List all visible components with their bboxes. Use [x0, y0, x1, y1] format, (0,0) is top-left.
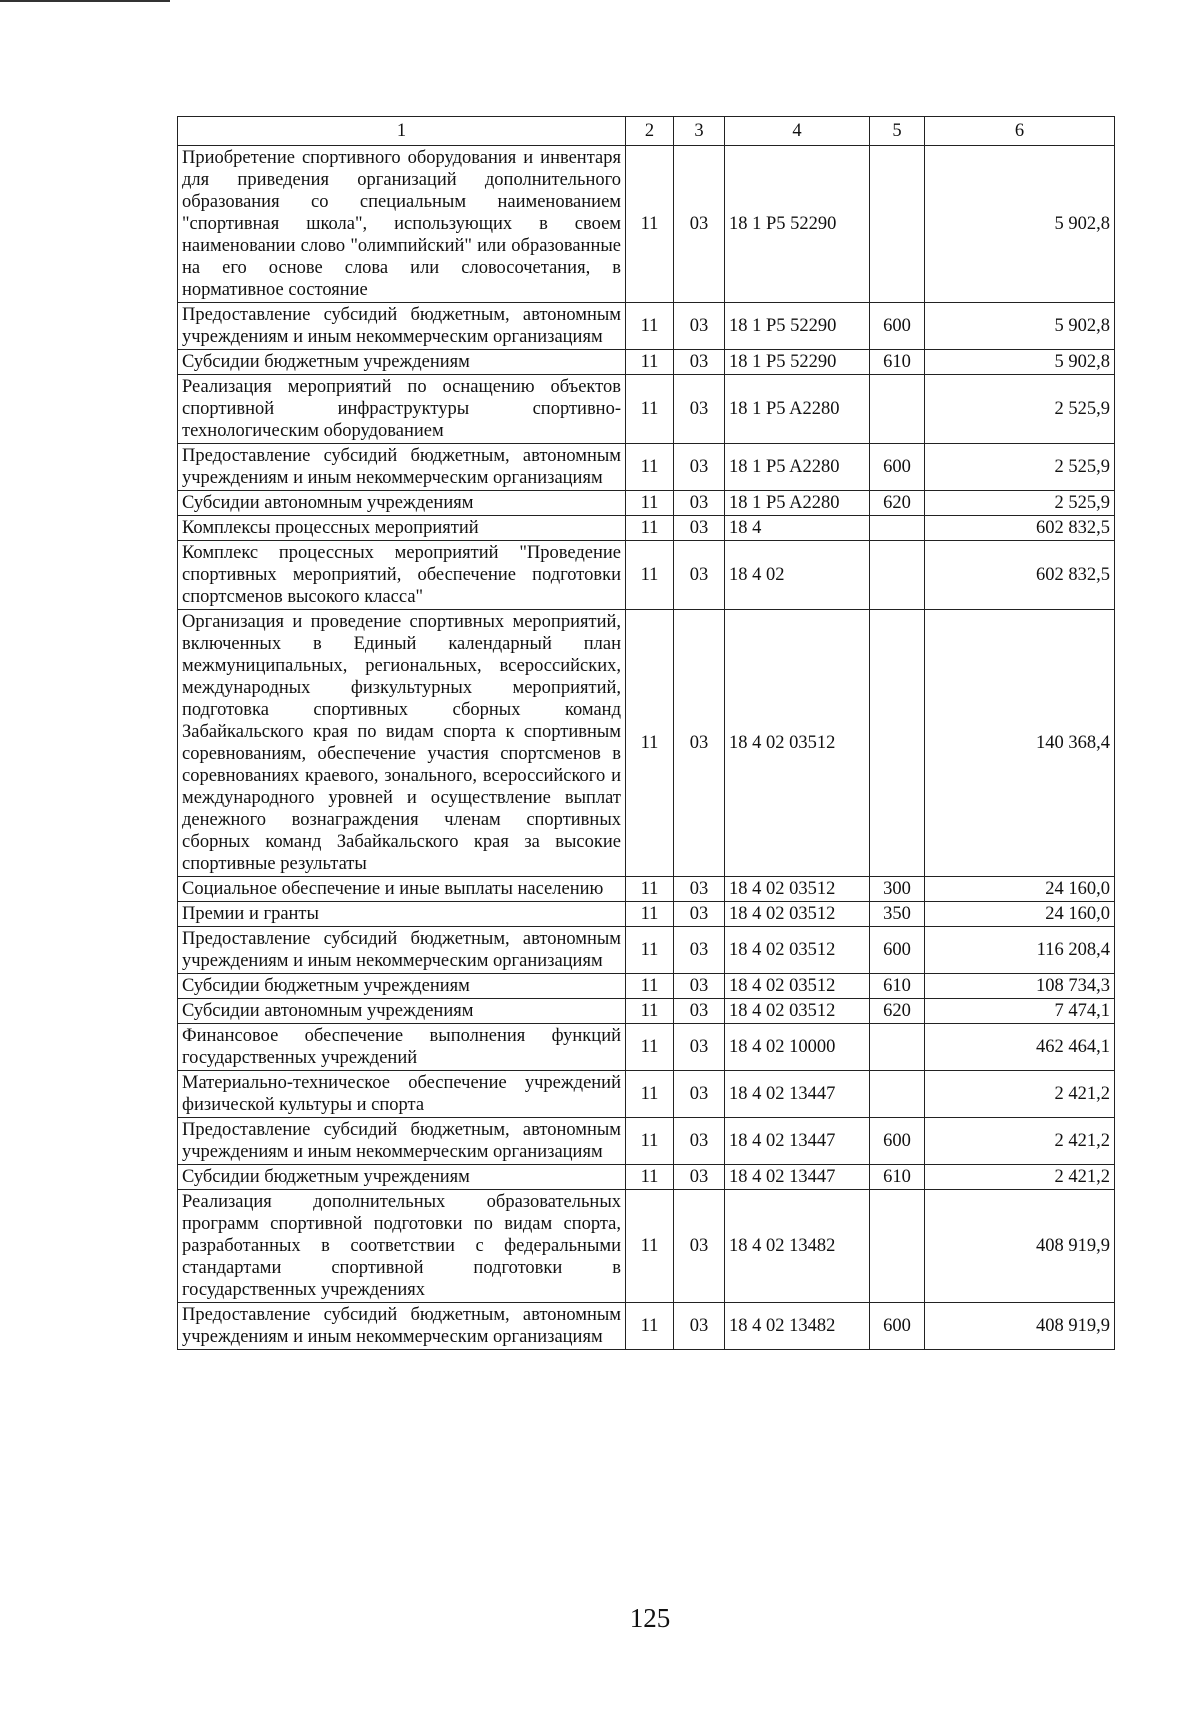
- row-amount: 602 832,5: [925, 541, 1115, 610]
- row-subsection: 03: [674, 927, 725, 974]
- row-expense-type: 600: [870, 444, 925, 491]
- row-code: 18 4 02 13482: [725, 1303, 870, 1350]
- row-expense-type: [870, 610, 925, 877]
- row-expense-type: 610: [870, 1165, 925, 1190]
- row-code: 18 4 02 13447: [725, 1071, 870, 1118]
- table-row: [178, 1190, 1115, 1303]
- row-expense-type: 600: [870, 303, 925, 350]
- row-name: Субсидии бюджетным учреждениям: [178, 350, 626, 375]
- table-row: [178, 1024, 1115, 1071]
- row-code: 18 1 P5 A2280: [725, 444, 870, 491]
- row-amount: 2 421,2: [925, 1071, 1115, 1118]
- row-expense-type: 610: [870, 350, 925, 375]
- row-amount: 140 368,4: [925, 610, 1115, 877]
- row-code: 18 4 02: [725, 541, 870, 610]
- row-section: 11: [626, 610, 674, 877]
- row-amount: 5 902,8: [925, 303, 1115, 350]
- row-amount: 108 734,3: [925, 974, 1115, 999]
- row-section: 11: [626, 974, 674, 999]
- table-row: [178, 1165, 1115, 1190]
- row-code: 18 4 02 03512: [725, 610, 870, 877]
- row-amount: 7 474,1: [925, 999, 1115, 1024]
- row-subsection: 03: [674, 541, 725, 610]
- row-code: 18 4 02 13447: [725, 1118, 870, 1165]
- row-code: 18 4 02 13482: [725, 1190, 870, 1303]
- table-row: [178, 610, 1115, 877]
- row-expense-type: 620: [870, 999, 925, 1024]
- row-subsection: 03: [674, 1071, 725, 1118]
- table-row: [178, 877, 1115, 902]
- header-row: [178, 117, 1115, 146]
- row-expense-type: 620: [870, 491, 925, 516]
- row-subsection: 03: [674, 1303, 725, 1350]
- row-expense-type: [870, 1071, 925, 1118]
- row-code: 18 4 02 03512: [725, 999, 870, 1024]
- row-name: Финансовое обеспечение выполнения функций государственных учреждений: [178, 1024, 626, 1071]
- table-row: [178, 1071, 1115, 1118]
- table-row: [178, 491, 1115, 516]
- row-name: Реализация мероприятий по оснащению объектов спортивной инфраструктуры спортивно-технологическим оборудованием: [178, 375, 626, 444]
- table-row: [178, 541, 1115, 610]
- row-subsection: 03: [674, 444, 725, 491]
- table-row: [178, 303, 1115, 350]
- row-section: 11: [626, 1303, 674, 1350]
- row-amount: 462 464,1: [925, 1024, 1115, 1071]
- page-number: 125: [629, 1603, 671, 1633]
- row-section: 11: [626, 516, 674, 541]
- row-name: Социальное обеспечение и иные выплаты населению: [178, 877, 626, 902]
- row-expense-type: [870, 516, 925, 541]
- row-amount: 408 919,9: [925, 1303, 1115, 1350]
- table-row: [178, 974, 1115, 999]
- row-name: Предоставление субсидий бюджетным, автономным учреждениям и иным некоммерческим организациям: [178, 927, 626, 974]
- table-row: [178, 146, 1115, 303]
- table-row: [178, 1118, 1115, 1165]
- row-subsection: 03: [674, 974, 725, 999]
- table-row: [178, 516, 1115, 541]
- row-name: Предоставление субсидий бюджетным, автономным учреждениям и иным некоммерческим организациям: [178, 303, 626, 350]
- row-subsection: 03: [674, 350, 725, 375]
- row-subsection: 03: [674, 1190, 725, 1303]
- row-subsection: 03: [674, 877, 725, 902]
- row-expense-type: 350: [870, 902, 925, 927]
- header-col-6: 6: [925, 117, 1115, 146]
- row-subsection: 03: [674, 375, 725, 444]
- row-code: 18 4 02 03512: [725, 927, 870, 974]
- row-amount: 408 919,9: [925, 1190, 1115, 1303]
- row-name: Реализация дополнительных образовательных программ спортивной подготовки по видам спорта, разработанных в соответствии с федеральными стандартами спортивной подготовки в государственных учреждениях: [178, 1190, 626, 1303]
- header-col-3: 3: [674, 117, 725, 146]
- row-amount: 116 208,4: [925, 927, 1115, 974]
- row-section: 11: [626, 877, 674, 902]
- row-section: 11: [626, 350, 674, 375]
- row-code: 18 4 02 13447: [725, 1165, 870, 1190]
- row-name: Премии и гранты: [178, 902, 626, 927]
- row-subsection: 03: [674, 146, 725, 303]
- row-name: Предоставление субсидий бюджетным, автономным учреждениям и иным некоммерческим организациям: [178, 1118, 626, 1165]
- row-expense-type: [870, 1024, 925, 1071]
- row-subsection: 03: [674, 610, 725, 877]
- row-section: 11: [626, 1165, 674, 1190]
- row-subsection: 03: [674, 1118, 725, 1165]
- row-section: 11: [626, 1024, 674, 1071]
- header-col-1: 1: [178, 117, 626, 146]
- row-section: 11: [626, 491, 674, 516]
- row-code: 18 1 P5 52290: [725, 303, 870, 350]
- table-row: [178, 902, 1115, 927]
- row-name: Приобретение спортивного оборудования и инвентаря для приведения организаций дополнительного образования со специальным наименованием "спортивная школа", использующих в своем наименовании слово "олимпийский" или образованные на его основе слова или словосочетания, в нормативное состояние: [178, 146, 626, 303]
- row-section: 11: [626, 541, 674, 610]
- row-section: 11: [626, 927, 674, 974]
- row-subsection: 03: [674, 902, 725, 927]
- row-subsection: 03: [674, 1024, 725, 1071]
- row-section: 11: [626, 375, 674, 444]
- scan-artifact-line: [0, 0, 170, 2]
- row-expense-type: [870, 1190, 925, 1303]
- table-row: [178, 999, 1115, 1024]
- table-row: [178, 927, 1115, 974]
- row-subsection: 03: [674, 1165, 725, 1190]
- row-name: Субсидии бюджетным учреждениям: [178, 1165, 626, 1190]
- table-row: [178, 350, 1115, 375]
- row-expense-type: [870, 146, 925, 303]
- row-section: 11: [626, 1118, 674, 1165]
- row-section: 11: [626, 444, 674, 491]
- row-amount: 2 421,2: [925, 1165, 1115, 1190]
- row-name: Комплекс процессных мероприятий "Проведение спортивных мероприятий, обеспечение подготовки спортсменов высокого класса": [178, 541, 626, 610]
- row-section: 11: [626, 303, 674, 350]
- row-name: Субсидии автономным учреждениям: [178, 491, 626, 516]
- row-code: 18 1 P5 52290: [725, 146, 870, 303]
- budget-table: [177, 116, 1115, 1350]
- row-expense-type: [870, 375, 925, 444]
- row-expense-type: 600: [870, 1303, 925, 1350]
- row-code: 18 1 P5 A2280: [725, 375, 870, 444]
- row-subsection: 03: [674, 999, 725, 1024]
- row-expense-type: [870, 541, 925, 610]
- row-section: 11: [626, 999, 674, 1024]
- row-amount: 2 525,9: [925, 491, 1115, 516]
- header-col-2: 2: [626, 117, 674, 146]
- row-subsection: 03: [674, 303, 725, 350]
- table-row: [178, 444, 1115, 491]
- row-name: Субсидии бюджетным учреждениям: [178, 974, 626, 999]
- row-section: 11: [626, 146, 674, 303]
- row-amount: 24 160,0: [925, 902, 1115, 927]
- row-name: Предоставление субсидий бюджетным, автономным учреждениям и иным некоммерческим организациям: [178, 1303, 626, 1350]
- row-name: Предоставление субсидий бюджетным, автономным учреждениям и иным некоммерческим организациям: [178, 444, 626, 491]
- row-amount: 2 525,9: [925, 444, 1115, 491]
- row-expense-type: 600: [870, 1118, 925, 1165]
- row-code: 18 4 02 03512: [725, 974, 870, 999]
- row-section: 11: [626, 1071, 674, 1118]
- row-code: 18 4 02 03512: [725, 902, 870, 927]
- row-amount: 24 160,0: [925, 877, 1115, 902]
- row-code: 18 1 P5 A2280: [725, 491, 870, 516]
- row-code: 18 1 P5 52290: [725, 350, 870, 375]
- row-amount: 5 902,8: [925, 146, 1115, 303]
- row-name: Комплексы процессных мероприятий: [178, 516, 626, 541]
- row-name: Материально-техническое обеспечение учреждений физической культуры и спорта: [178, 1071, 626, 1118]
- row-expense-type: 300: [870, 877, 925, 902]
- row-section: 11: [626, 1190, 674, 1303]
- row-code: 18 4: [725, 516, 870, 541]
- table-row: [178, 375, 1115, 444]
- row-amount: 5 902,8: [925, 350, 1115, 375]
- row-name: Организация и проведение спортивных мероприятий, включенных в Единый календарный план межмуниципальных, региональных, всероссийских, международных физкультурных мероприятий, подготовка спортивных сборных команд Забайкальского края по видам спорта к спортивным соревнованиям, обеспечение участия спортсменов в соревнованиях краевого, зонального, всероссийского и международного уровней и осуществление выплат денежного вознаграждения членам спортивных сборных команд Забайкальского края за высокие спортивные результаты: [178, 610, 626, 877]
- row-name: Субсидии автономным учреждениям: [178, 999, 626, 1024]
- row-subsection: 03: [674, 491, 725, 516]
- row-section: 11: [626, 902, 674, 927]
- header-col-5: 5: [870, 117, 925, 146]
- table-row: [178, 1303, 1115, 1350]
- row-code: 18 4 02 10000: [725, 1024, 870, 1071]
- row-expense-type: 600: [870, 927, 925, 974]
- row-code: 18 4 02 03512: [725, 877, 870, 902]
- row-amount: 2 525,9: [925, 375, 1115, 444]
- row-amount: 602 832,5: [925, 516, 1115, 541]
- header-col-4: 4: [725, 117, 870, 146]
- row-amount: 2 421,2: [925, 1118, 1115, 1165]
- row-expense-type: 610: [870, 974, 925, 999]
- row-subsection: 03: [674, 516, 725, 541]
